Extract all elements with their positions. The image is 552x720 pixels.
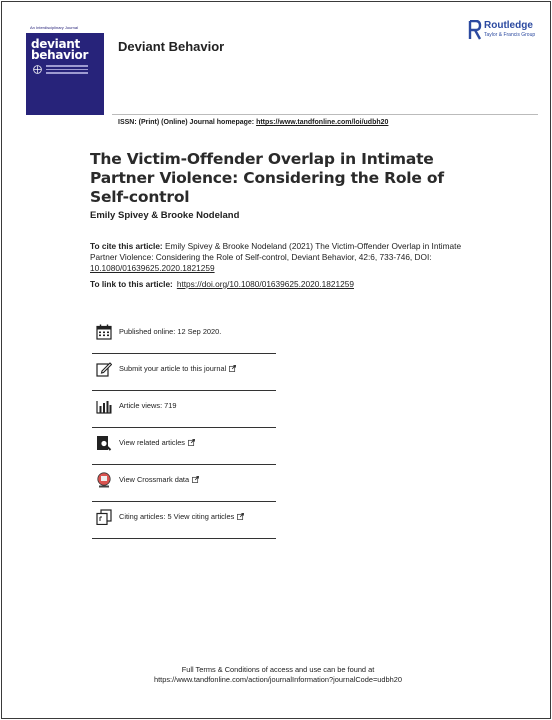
cover-title <box>31 39 88 61</box>
cite-label: To cite this article: <box>90 241 163 251</box>
external-link-icon <box>188 439 195 446</box>
submit-article-item[interactable] <box>92 354 276 391</box>
edit-icon <box>96 361 112 377</box>
related-articles-item[interactable] <box>92 428 276 465</box>
article-doi-url[interactable]: https://doi.org/10.1080/01639625.2020.1821259 <box>176 279 354 289</box>
published-online-item <box>92 317 276 354</box>
published-online-label: Published online: 12 Sep 2020. <box>119 327 222 336</box>
journal-name[interactable]: Deviant Behavior <box>118 39 225 54</box>
cover-title-line2: behavior <box>31 48 89 62</box>
bar-chart-icon <box>96 398 112 414</box>
footer-url[interactable]: https://www.tandfonline.com/action/journalInformation?journalCode=udbh20 <box>154 675 402 684</box>
globe-icon <box>33 65 42 74</box>
citing-articles-item[interactable] <box>92 502 276 539</box>
issn-line <box>118 119 388 126</box>
crossmark-label <box>119 475 199 484</box>
external-link-icon <box>229 365 236 372</box>
external-link-icon <box>192 476 199 483</box>
article-views-label: Article views: 719 <box>119 401 177 410</box>
external-link-icon <box>237 513 244 520</box>
article-link-line <box>90 279 354 289</box>
calendar-icon <box>96 324 112 340</box>
journal-cover[interactable] <box>26 19 104 123</box>
journal-homepage-link[interactable]: https://www.tandfonline.com/loi/udbh20 <box>256 119 389 126</box>
header-divider <box>112 114 538 115</box>
article-title: The Victim-Offender Overlap in Intimate Partner Violence: Considering the Role of Self-control <box>90 150 444 206</box>
crossmark-icon <box>96 472 112 488</box>
publisher-logo[interactable] <box>468 20 538 42</box>
cover-title-line1: deviant <box>31 37 80 51</box>
crossmark-item[interactable] <box>92 465 276 502</box>
publisher-subtitle: Taylor & Francis Group <box>484 32 536 38</box>
routledge-logo-icon <box>468 20 482 40</box>
footer-line1: Full Terms & Conditions of access and use can be found at <box>181 665 375 674</box>
issn-prefix: ISSN: (Print) (Online) Journal homepage: <box>118 119 257 126</box>
document-page <box>1 1 551 719</box>
cover-text-lines <box>46 65 88 76</box>
article-authors: Emily Spivey & Brooke Nodeland <box>90 210 240 221</box>
citing-articles-icon <box>96 509 112 525</box>
article-views-item <box>92 391 276 428</box>
citation-block <box>90 241 470 274</box>
related-articles-label <box>119 438 195 447</box>
submit-article-text: Submit your article to this journal <box>119 364 227 373</box>
cite-text: Emily Spivey & Brooke Nodeland (2021) The Victim-Offender Overlap in Intimate Partner Violence: Considering the Role of Self-control, Deviant Behavior, 42:6, 733-746, DOI: <box>90 241 462 262</box>
article-info-list <box>92 317 276 539</box>
link-label: To link to this article: <box>90 279 173 289</box>
cover-bottom-band <box>26 115 104 123</box>
citing-articles-label <box>119 512 244 521</box>
publisher-name: Routledge <box>484 20 533 31</box>
doi-link[interactable]: 10.1080/01639625.2020.1821259 <box>90 263 215 273</box>
terms-footer <box>62 665 494 685</box>
crossmark-text: View Crossmark data <box>119 475 190 484</box>
submit-article-label <box>119 364 236 373</box>
citing-articles-text: Citing articles: 5 View citing articles <box>119 512 235 521</box>
cover-kicker: An Interdisciplinary Journal <box>30 25 79 30</box>
related-articles-text: View related articles <box>119 438 185 447</box>
related-search-icon <box>96 435 112 451</box>
